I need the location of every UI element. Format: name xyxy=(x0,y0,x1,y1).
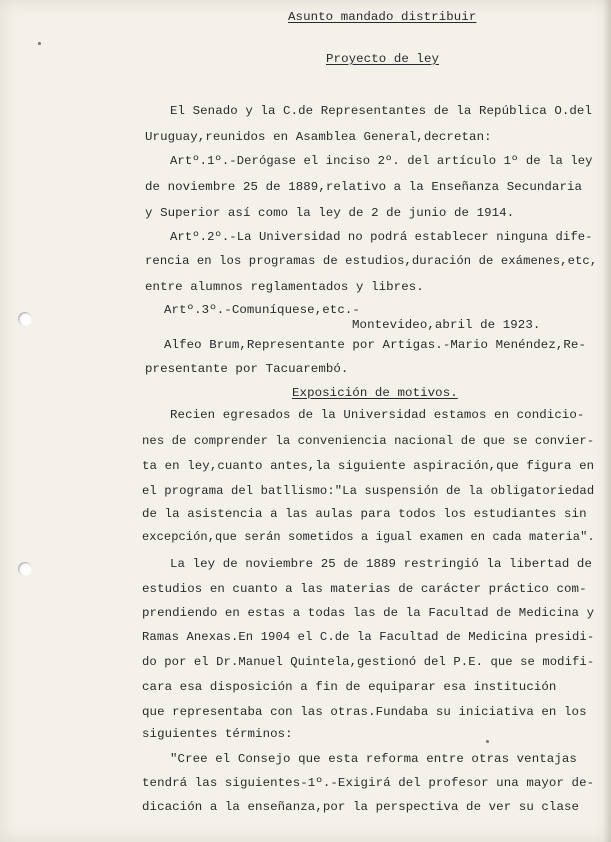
body-line: Uruguay,reunidos en Asamblea General,decretan: xyxy=(145,130,492,144)
body-line: Artº.3º.-Comuníquese,etc.- xyxy=(164,303,360,317)
motives-line: prendiendo en estas a todas las de la Facultad de Medicina y xyxy=(142,606,595,620)
motives-line: cara esa disposición a fin de equiparar esa institución xyxy=(142,680,557,694)
punch-hole xyxy=(18,562,32,576)
project-title: Proyecto de ley xyxy=(326,52,440,66)
signature-line: presentante por Tacuarembó. xyxy=(145,362,349,376)
body-line: Artº.1º.-Derógase el inciso 2º. del artículo 1º de la ley xyxy=(170,154,593,168)
motives-line: tendrá las siguientes-1º.-Exigirá del profesor una mayor de- xyxy=(142,776,595,790)
page-edge-shadow xyxy=(603,0,611,842)
body-line: de noviembre 25 de 1889,relativo a la Enseñanza Secundaria xyxy=(145,180,583,194)
motives-line: Ramas Anexas.En 1904 el C.de la Facultad de Medicina presidi- xyxy=(142,630,595,644)
body-line: y Superior así como la ley de 2 de junio de 1914. xyxy=(145,206,515,220)
signature-line: Alfeo Brum,Representante por Artigas.-Mario Menéndez,Re- xyxy=(164,338,586,352)
punch-hole xyxy=(18,312,32,326)
motives-line: La ley de noviembre 25 de 1889 restringió la libertad de xyxy=(170,557,592,571)
motives-line: el programa del batllismo:"La suspensión de la obligatoriedad xyxy=(142,484,595,498)
body-line: entre alumnos reglamentados y libres. xyxy=(145,280,424,294)
motives-line: siguientes términos: xyxy=(142,727,293,741)
top-title: Asunto mandado distribuir xyxy=(288,10,477,24)
motives-line: dicación a la enseñanza,por la perspectiva de ver su clase xyxy=(142,800,580,814)
body-line: Artº.2º.-La Universidad no podrá establecer ninguna dife- xyxy=(170,230,593,244)
motives-line: do por el Dr.Manuel Quintela,gestionó del P.E. que se modifi- xyxy=(142,655,595,669)
date-line: Montevideo,abril de 1923. xyxy=(352,318,541,332)
motives-line: nes de comprender la conveniencia nacional de que se convier- xyxy=(142,434,595,448)
motives-line: que representaba con las otras.Fundaba su iniciativa en los xyxy=(142,705,587,719)
body-line: El Senado y la C.de Representantes de la República O.del xyxy=(170,104,592,118)
motives-line: ta en ley,cuanto antes,la siguiente aspiración,que figura en xyxy=(142,459,595,473)
motives-line: "Cree el Consejo que esta reforma entre otras ventajas xyxy=(170,752,577,766)
paper-speck xyxy=(486,740,489,743)
body-line: rencia en los programas de estudios,duración de exámenes,etc, xyxy=(145,254,598,268)
motives-title: Exposición de motivos. xyxy=(292,386,458,400)
motives-line: Recien egresados de la Universidad estamos en condicio- xyxy=(170,408,585,422)
motives-line: estudios en cuanto a las materias de carácter práctico com- xyxy=(142,582,587,596)
motives-line: excepción,que serán sometidos a igual examen en cada materia". xyxy=(142,530,595,544)
motives-line: de la asistencia a las aulas para todos los estudiantes sin xyxy=(142,507,587,521)
paper-speck xyxy=(38,42,41,45)
